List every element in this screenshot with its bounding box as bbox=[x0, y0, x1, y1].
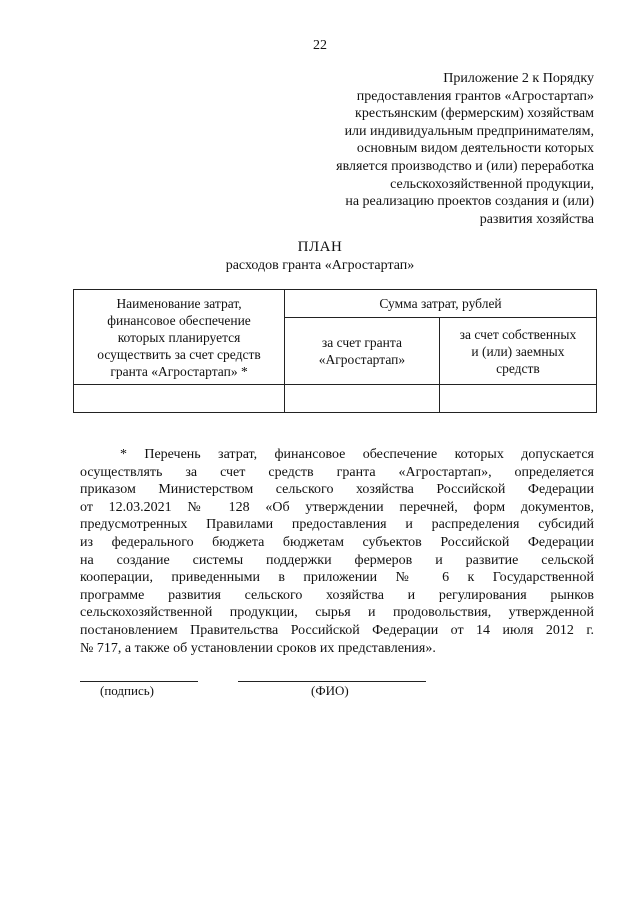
table-header-row bbox=[74, 290, 597, 318]
grant-funds-header bbox=[285, 318, 440, 385]
footnote-line: № 717, а также об установлении сроков их представления». bbox=[80, 640, 436, 656]
footnote-line: на создание системы поддержки фермеров и развитие сельской bbox=[80, 552, 594, 568]
signature-line bbox=[80, 681, 198, 682]
header-line: и (или) заемных bbox=[471, 343, 565, 359]
footnote-line: приказом Министерством сельского хозяйства Российской Федерации bbox=[80, 482, 594, 498]
footnote-line: предусмотренных Правилами предоставления и распределения субсидий bbox=[80, 517, 594, 533]
fio-line bbox=[238, 681, 426, 682]
appendix-line: является производство и (или) переработка bbox=[336, 158, 594, 174]
plan-title: ПЛАН bbox=[297, 239, 343, 255]
appendix-line: Приложение 2 к Порядку bbox=[443, 71, 594, 86]
header-line: за счет гранта bbox=[321, 335, 402, 350]
signature-label: (подпись) bbox=[100, 683, 154, 698]
footnote-line: сельскохозяйственной продукции, сырья и продовольствия, утвержденной bbox=[80, 605, 594, 621]
footnote-line: от 12.03.2021 № 128 «Об утверждении перечней, форм документов, bbox=[80, 499, 594, 515]
header-line: Наименование затрат, bbox=[116, 295, 242, 311]
appendix-line: крестьянским (фермерским) хозяйствам bbox=[355, 106, 594, 122]
header-line: «Агростартап» bbox=[318, 352, 406, 367]
appendix-line: основным видом деятельности которых bbox=[356, 141, 594, 157]
page-number: 22 bbox=[313, 38, 327, 53]
footnote-line: кооперации, приведенными в приложении № 6 к Государственной bbox=[80, 570, 594, 586]
appendix-line: предоставления грантов «Агростартап» bbox=[356, 88, 594, 104]
header-line: которых планируется bbox=[117, 329, 241, 345]
footnote bbox=[80, 446, 594, 657]
appendix-line: сельскохозяйственной продукции, bbox=[390, 176, 594, 192]
plan-subtitle: расходов гранта «Агростартап» bbox=[225, 258, 415, 273]
footnote-line: осуществлять за счет средств гранта «Агростартап», определяется bbox=[80, 464, 594, 480]
footnote-line: программе развития сельского хозяйства и регулирования рынков bbox=[80, 587, 594, 603]
table-cell bbox=[439, 385, 596, 413]
header-line: средств bbox=[496, 360, 540, 376]
fio-label: (ФИО) bbox=[311, 683, 349, 698]
footnote-line: из федерального бюджета бюджетам субъектов Российской Федерации bbox=[80, 534, 594, 550]
header-line: финансовое обеспечение bbox=[107, 312, 251, 328]
footnote-line: * Перечень затрат, финансовое обеспечение которых допускается bbox=[120, 447, 594, 462]
appendix-line: или индивидуальным предпринимателям, bbox=[344, 123, 594, 139]
sum-header: Сумма затрат, рублей bbox=[285, 290, 597, 318]
costs-table bbox=[73, 289, 597, 413]
footnote-line: постановлением Правительства Российской Федерации от 14 июля 2012 г. bbox=[80, 622, 594, 638]
table-cell bbox=[74, 385, 285, 413]
header-line: за счет собственных bbox=[459, 326, 577, 342]
appendix-header bbox=[254, 70, 594, 228]
own-funds-header bbox=[439, 318, 596, 385]
appendix-line: на реализацию проектов создания и (или) bbox=[345, 194, 594, 210]
table-cell bbox=[285, 385, 440, 413]
cost-name-header bbox=[74, 290, 285, 385]
header-line: гранта «Агростартап» * bbox=[110, 363, 248, 379]
table-row bbox=[74, 385, 597, 413]
header-line: осуществить за счет средств bbox=[97, 346, 261, 362]
appendix-line: развития хозяйства bbox=[479, 211, 594, 227]
